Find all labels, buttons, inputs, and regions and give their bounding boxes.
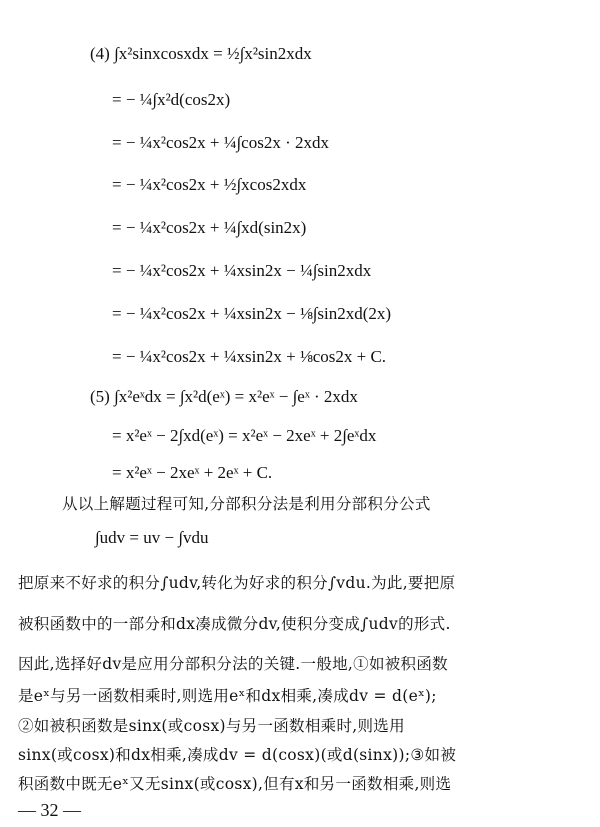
math-line: = − ¼∫x²d(cos2x) [112, 90, 231, 109]
text-paragraph: 被积函数中的一部分和dx凑成微分dv,使积分变成∫udv的形式. [18, 615, 451, 633]
text-paragraph: ②如被积函数是sinx(或cosx)与另一函数相乘时,则选用 [18, 717, 405, 735]
math-line: = − ¼x²cos2x + ¼xsin2x − ¼∫sin2xdx [112, 261, 372, 280]
math-line: = − ¼x²cos2x + ¼∫cos2x · 2xdx [112, 133, 329, 152]
math-line: = − ¼x²cos2x + ¼xsin2x + ⅛cos2x + C. [112, 347, 387, 366]
math-line: = − ¼x²cos2x + ¼∫xd(sin2x) [112, 218, 307, 237]
text-paragraph: 把原来不好求的积分∫udv,转化为好求的积分∫vdu.为此,要把原 [18, 574, 456, 592]
math-line: = x²eˣ − 2∫xd(eˣ) = x²eˣ − 2xeˣ + 2∫eˣdx [112, 426, 377, 445]
math-line: = − ¼x²cos2x + ½∫xcos2xdx [112, 175, 307, 194]
formula: ∫udv = uv − ∫vdu [95, 528, 209, 547]
text-paragraph: 是eˣ与另一函数相乘时,则选用eˣ和dx相乘,凑成dv = d(eˣ); [18, 687, 437, 705]
text-paragraph: 从以上解题过程可知,分部积分法是利用分部积分公式 [62, 495, 431, 513]
text-paragraph: 积函数中既无eˣ又无sinx(或cosx),但有x和另一函数相乘,则选 [18, 775, 452, 793]
math-line-4-start: (4) ∫x²sinxcosxdx = ½∫x²sin2xdx [90, 44, 312, 63]
math-line-5-start: (5) ∫x²eˣdx = ∫x²d(eˣ) = x²eˣ − ∫eˣ · 2xdx [90, 387, 358, 406]
math-line: = − ¼x²cos2x + ¼xsin2x − ⅛∫sin2xd(2x) [112, 304, 392, 323]
page-number: — 32 — [18, 800, 81, 820]
text-paragraph: 因此,选择好dv是应用分部积分法的关键.一般地,①如被积函数 [18, 655, 448, 673]
text-paragraph: sinx(或cosx)和dx相乘,凑成dv = d(cosx)(或d(sinx));③如被 [18, 746, 457, 764]
math-line: = x²eˣ − 2xeˣ + 2eˣ + C. [112, 463, 273, 482]
